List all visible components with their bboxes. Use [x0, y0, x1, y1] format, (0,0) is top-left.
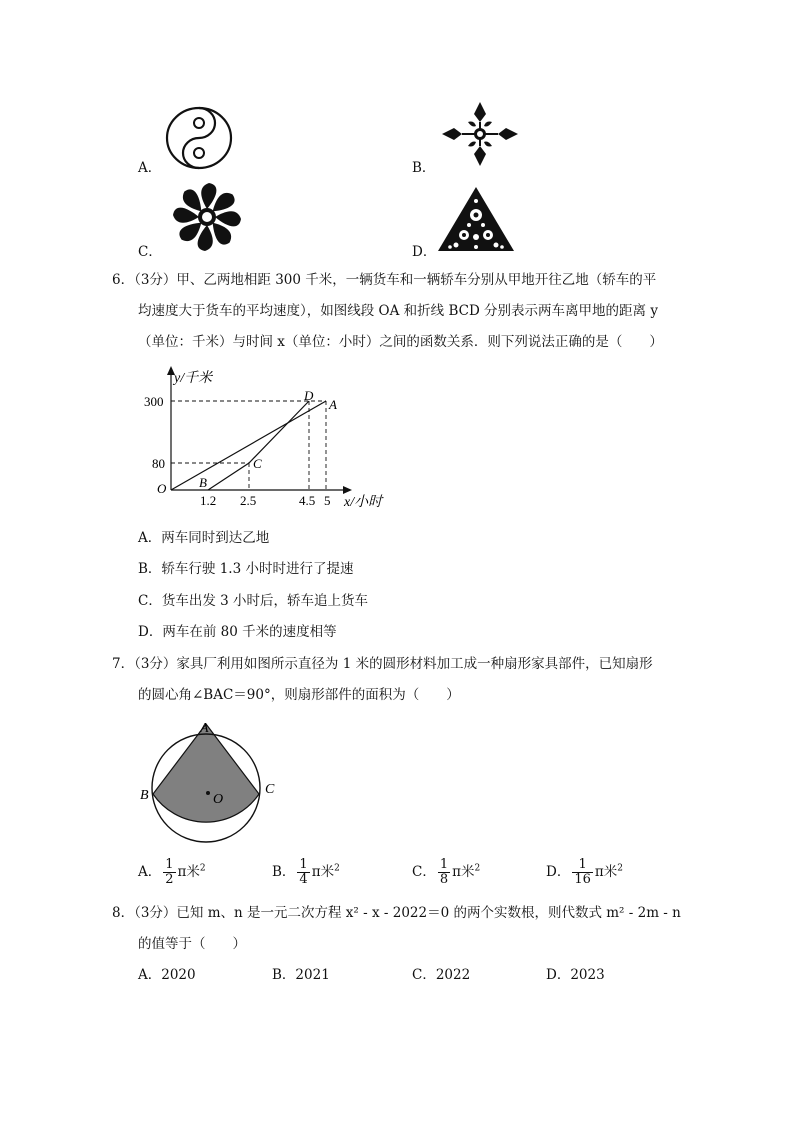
q5-option-d-label: D． — [412, 244, 437, 260]
yin-yang-icon — [163, 105, 235, 171]
q5-option-a-label: A． — [138, 160, 162, 176]
sector-shape — [153, 724, 259, 822]
segment-oa — [171, 401, 326, 490]
x-tick-2-5: 2.5 — [240, 493, 257, 508]
q6-function-graph — [140, 362, 400, 512]
point-b-label: B — [199, 475, 207, 490]
q7-sector-figure — [138, 716, 288, 851]
y-axis-label: y/千米 — [174, 371, 213, 386]
q6-option-b[interactable]: B．轿车行驶 1.3 小时时进行了提速 — [138, 561, 354, 577]
flower-cross-icon — [440, 100, 520, 168]
q7-option-b[interactable]: B． $\frac{1}{4}$ π米$^2$ — [272, 857, 340, 887]
fraction: $\frac{1}{8}$ — [439, 857, 449, 887]
y-tick-300: 300 — [144, 394, 164, 409]
x-tick-1-2: 1.2 — [200, 493, 217, 508]
q6-option-a[interactable]: A．两车同时到达乙地 — [138, 530, 270, 546]
x-tick-5: 5 — [324, 493, 331, 508]
q8-stem-line2: 的值等于（ ） — [138, 936, 246, 952]
point-o-label: O — [213, 792, 224, 807]
q6-stem-line2: 均速度大于货车的平均速度），如图线段 OA 和折线 BCD 分别表示两车离甲地的距离 y — [138, 303, 658, 319]
q8-option-d[interactable]: D．2023 — [546, 967, 605, 983]
y-tick-80: 80 — [152, 456, 165, 471]
fraction: $\frac{1}{2}$ — [165, 857, 174, 887]
x-axis-arrow — [343, 486, 352, 494]
point-c-label: C — [253, 456, 262, 471]
q6-option-d[interactable]: D．两车在前 80 千米的速度相等 — [138, 624, 337, 640]
point-d-label: D — [304, 388, 314, 403]
q8-option-b[interactable]: B．2021 — [272, 967, 330, 983]
x-tick-4-5: 4.5 — [299, 493, 316, 508]
point-a-label: A — [329, 397, 337, 412]
q7-stem-line1: 7．（3分）家具厂利用如图所示直径为 1 米的圆形材料加工成一种扇形家具部件，已知扇形 — [112, 656, 653, 672]
q8-stem-line1: 8．（3分）已知 m、n 是一元二次方程 x² - x - 2022＝0 的两个实数根，则代数式 m² - 2m - n — [112, 905, 681, 921]
triangle-pattern-icon — [436, 185, 516, 255]
q6-stem-line3: （单位：千米）与时间 x（单位：小时）之间的函数关系．则下列说法正确的是（ ） — [138, 334, 663, 350]
point-b-label: B — [140, 788, 149, 803]
q5-option-b-label: B． — [412, 160, 436, 176]
fraction: $\frac{1}{16}$ — [574, 857, 591, 887]
q7-stem-line2: 的圆心角∠BAC＝90°，则扇形部件的面积为（ ） — [138, 687, 460, 703]
q7-option-d[interactable]: D． $\frac{1}{16}$ π米$^2$ — [546, 857, 623, 887]
q8-option-c[interactable]: C．2022 — [412, 967, 471, 983]
point-o-label: O — [157, 481, 167, 496]
q6-stem-line1: 6．（3分）甲、乙两地相距 300 千米，一辆货车和一辆轿车分别从甲地开往乙地（轿车的平 — [112, 272, 657, 288]
polyline-bcd — [208, 401, 309, 490]
q7-option-c[interactable]: C． $\frac{1}{8}$ π米$^2$ — [412, 857, 481, 887]
center-dot — [206, 791, 210, 795]
point-c-label: C — [265, 782, 275, 797]
q8-option-a[interactable]: A．2020 — [138, 967, 196, 983]
q5-option-c-label: C． — [138, 244, 162, 260]
x-axis-label: x/小时 — [344, 495, 383, 510]
fraction: $\frac{1}{4}$ — [299, 857, 308, 887]
pinwheel-flower-icon — [172, 182, 242, 252]
point-a-label: A — [200, 721, 209, 736]
q6-option-c[interactable]: C．货车出发 3 小时后，轿车追上货车 — [138, 593, 369, 609]
q7-option-a[interactable]: A． $\frac{1}{2}$ π米$^2$ — [138, 857, 206, 887]
